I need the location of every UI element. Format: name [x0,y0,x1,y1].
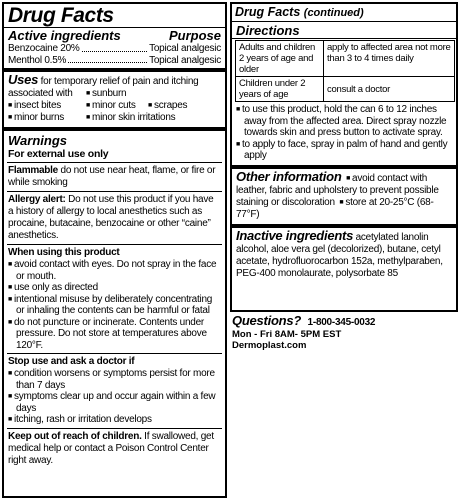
ingredient-row [4,43,225,55]
ingredient-name: Benzocaine 20% [8,43,80,54]
questions-heading: Questions? [232,313,302,328]
continued-label: (continued) [303,7,364,19]
drug-facts-continued-title [232,4,456,21]
drug-facts-title: Drug Facts [8,4,114,27]
table-row [236,77,455,102]
website-link[interactable]: Dermoplast.com [232,340,307,351]
stop-use-item: ■ condition worsens or symptoms persist for more than 7 days [4,368,225,391]
inactive-text: acetylated lanolin alcohol, aloe vera gel (decolorized), butane, cetyl acetate, hydrofluorocarbon 152a, methylparaben, PEG-400 monolaurate, polysorbate 85 [236,231,443,279]
questions-line [232,314,456,329]
uses-item: ■ insect bites [8,100,80,112]
active-ingredients-header [4,28,225,43]
directions-who: Children under 2 years of age [236,77,324,102]
stop-use-item: ■ itching, rash or irritation develops [4,414,225,426]
active-ingredients-heading: Active ingredients [8,28,121,43]
when-using-item: ■ intentional misuse by deliberately concentrating or inhaling the contents can be harmful or fatal [4,294,225,317]
drug-facts-panel-left [2,2,227,498]
uses-intro: for temporary relief of pain and itching [40,76,199,87]
uses-item: ■ sunburn [80,88,148,100]
hours-text: Mon - Fri 8AM- 5PM EST [232,329,342,340]
ingredient-purpose: Topical analgesic [149,54,221,66]
direction-item: ■ to use this product, hold the can 6 to 12 inches away from the affected area. Direct spray nozzle towards skin and press button to activate spray. [232,104,456,139]
questions-section [230,314,458,351]
uses-section [4,72,225,88]
children-text: If swallowed, get medical help or contact a Poison Control Center right away. [8,430,214,466]
directions-what: consult a doctor [324,77,455,102]
uses-assoc: associated with [8,88,73,99]
uses-item: ■ minor burns [8,112,80,124]
other-information [232,169,456,221]
directions-who: Adults and children 2 years of age and older [236,41,324,77]
flammable-warning [4,165,225,189]
drug-facts-panel-right [230,2,458,312]
warnings-heading: Warnings [8,133,67,148]
other-info-text-2: store at 20-25°C (68-77°F) [236,196,434,220]
stop-use-heading: Stop use and ask a doctor if [8,356,135,367]
table-row [236,41,455,77]
stop-use-item: ■ symptoms clear up and occur again within a few days [4,391,225,414]
uses-item: ■ minor cuts [80,100,148,112]
inactive-heading: Inactive ingredients [236,227,354,243]
flammable-label: Flammable [8,165,58,176]
ingredient-name: Menthol 0.5% [8,54,67,66]
ingredient-purpose: Topical analgesic [149,43,221,54]
phone-number: 1-800-345-0032 [307,317,376,328]
keep-out-of-reach [4,431,225,467]
uses-list [4,88,225,124]
other-info-text-1: avoid contact with leather, fabric and upholstery to prevent possible staining or discoloration [236,172,439,208]
flammable-text: do not use near heat, flame, or fire or while smoking [8,165,216,188]
directions-heading: Directions [236,23,300,38]
uses-item: ■ minor skin irritations [80,112,221,124]
inactive-ingredients [232,228,456,280]
uses-item: ■ scrapes [148,100,221,112]
other-info-heading: Other information [236,168,342,184]
allergy-text: Do not use this product if you have a history of allergy to local anesthetics such as procaine, butacaine, benzocaine or other “caine” anesthetics. [8,194,214,241]
external-use-text: For external use only [8,148,109,160]
allergy-label: Allergy alert: [8,194,66,205]
ingredient-row [4,55,225,67]
directions-what: apply to affected area not more than 3 to 4 times daily [324,41,455,77]
right-title: Drug Facts [235,5,301,19]
direction-item: ■ to apply to face, spray in palm of hand and gently apply [232,139,456,162]
allergy-alert [4,194,225,242]
when-using-heading: When using this product [8,247,120,258]
uses-heading: Uses [8,72,39,87]
when-using-item: ■ avoid contact with eyes. Do not spray in the face or mouth. [4,259,225,282]
when-using-item: ■ do not puncture or incinerate. Contents under pressure. Do not store at temperatures above 120°F. [4,317,225,352]
purpose-heading: Purpose [168,28,221,43]
when-using-item: ■ use only as directed [4,282,225,294]
directions-table [235,40,455,102]
children-label: Keep out of reach of children. [8,430,142,442]
